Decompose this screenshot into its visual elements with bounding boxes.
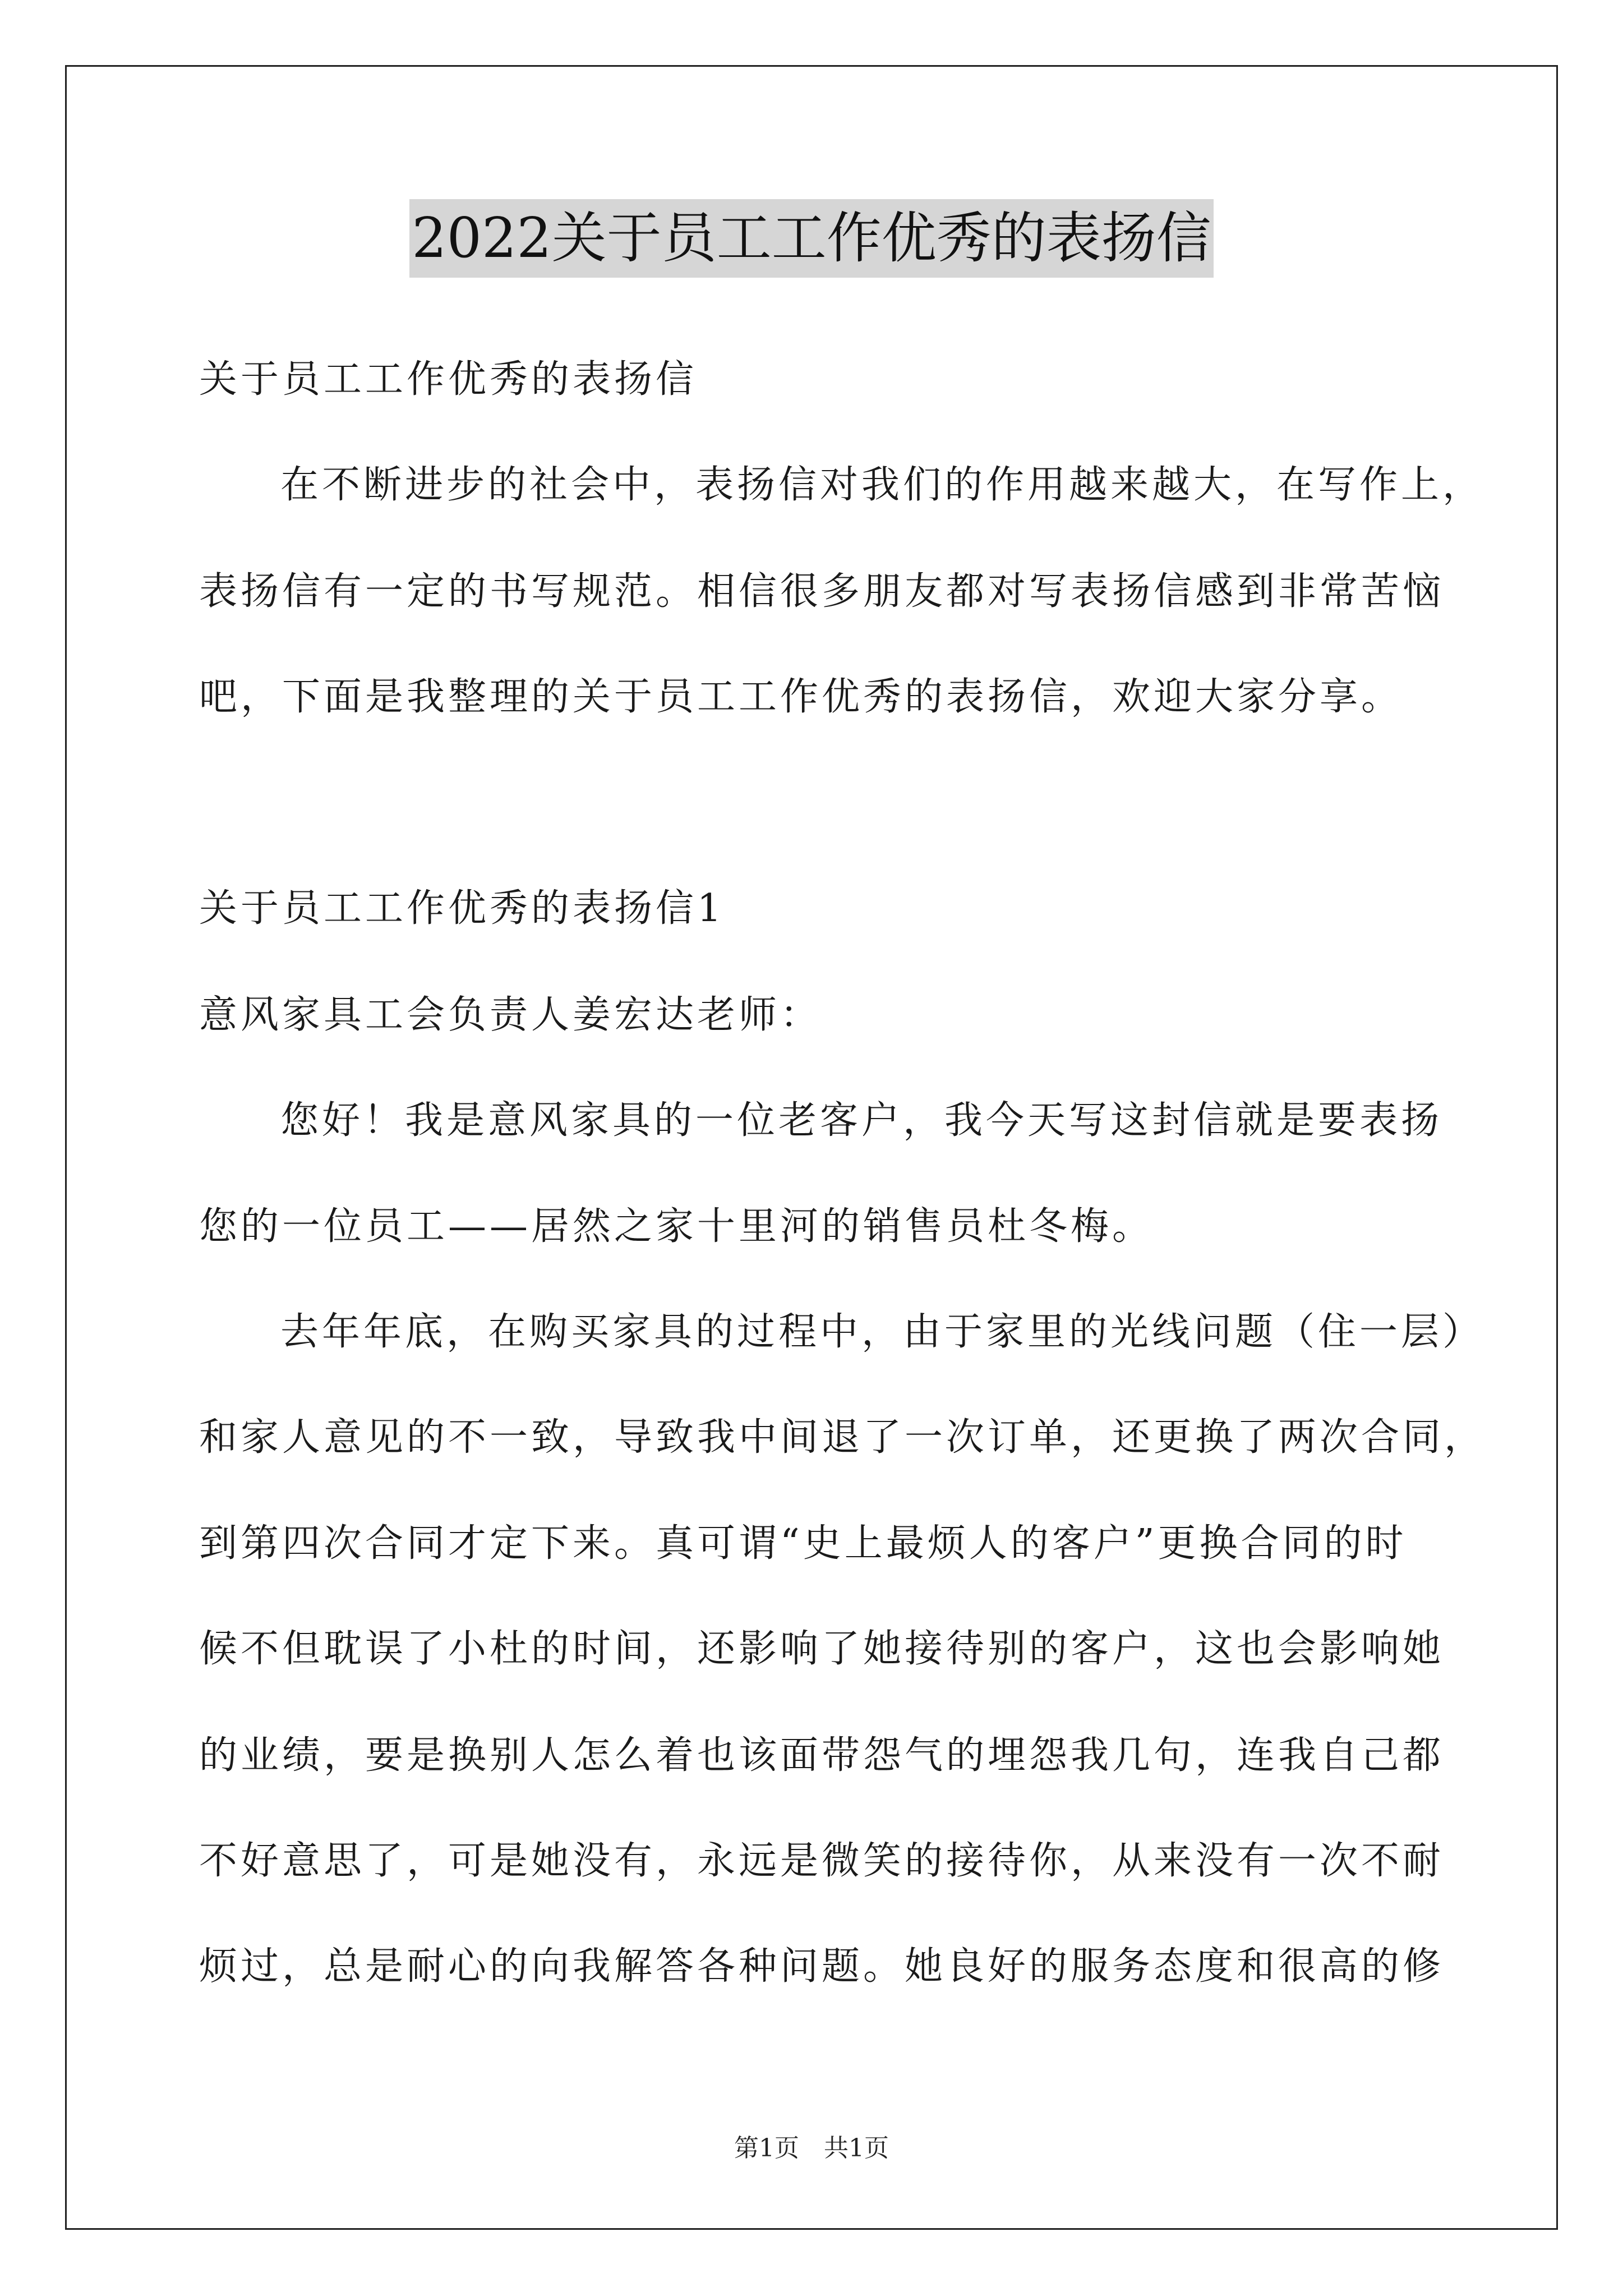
para1-line-1: 您好！我是意风家具的一位老客户，我今天写这封信就是要表扬	[280, 1098, 1443, 1143]
title-wrap	[0, 199, 1623, 278]
para2-line-6: 不好意思了，可是她没有，永远是微笑的接待你，从来没有一次不耐	[199, 1839, 1445, 1883]
intro-line-2: 表扬信有一定的书写规范。相信很多朋友都对写表扬信感到非常苦恼	[199, 569, 1445, 614]
para2-line-2: 和家人意见的不一致，导致我中间退了一次订单，还更换了两次合同，	[199, 1415, 1486, 1460]
para2-line-5: 的业绩，要是换别人怎么着也该面带怨气的埋怨我几句，连我自己都	[199, 1733, 1445, 1778]
section-heading: 关于员工工作优秀的表扬信1	[199, 886, 725, 931]
para2-line-7: 烦过，总是耐心的向我解答各种问题。她良好的服务态度和很高的修	[199, 1944, 1445, 1989]
para1-line-2: 您的一位员工——居然之家十里河的销售员杜冬梅。	[199, 1204, 1154, 1249]
para2-line-4: 候不但耽误了小杜的时间，还影响了她接待别的客户，这也会影响她	[199, 1627, 1445, 1671]
subtitle: 关于员工工作优秀的表扬信	[199, 357, 698, 402]
intro-line-1: 在不断进步的社会中，表扬信对我们的作用越来越大，在写作上，	[280, 463, 1484, 507]
intro-line-3: 吧，下面是我整理的关于员工工作优秀的表扬信，欢迎大家分享。	[199, 675, 1403, 719]
para2-line-1: 去年年底，在购买家具的过程中，由于家里的光线问题（住一层）	[280, 1310, 1484, 1354]
para2-line-3: 到第四次合同才定下来。真可谓“史上最烦人的客户”更换合同的时	[199, 1521, 1407, 1566]
salutation: 意风家具工会负责人姜宏达老师：	[199, 993, 822, 1037]
page-footer: 第1页 共1页	[734, 2134, 889, 2162]
document-title: 2022关于员工工作优秀的表扬信	[409, 199, 1213, 278]
